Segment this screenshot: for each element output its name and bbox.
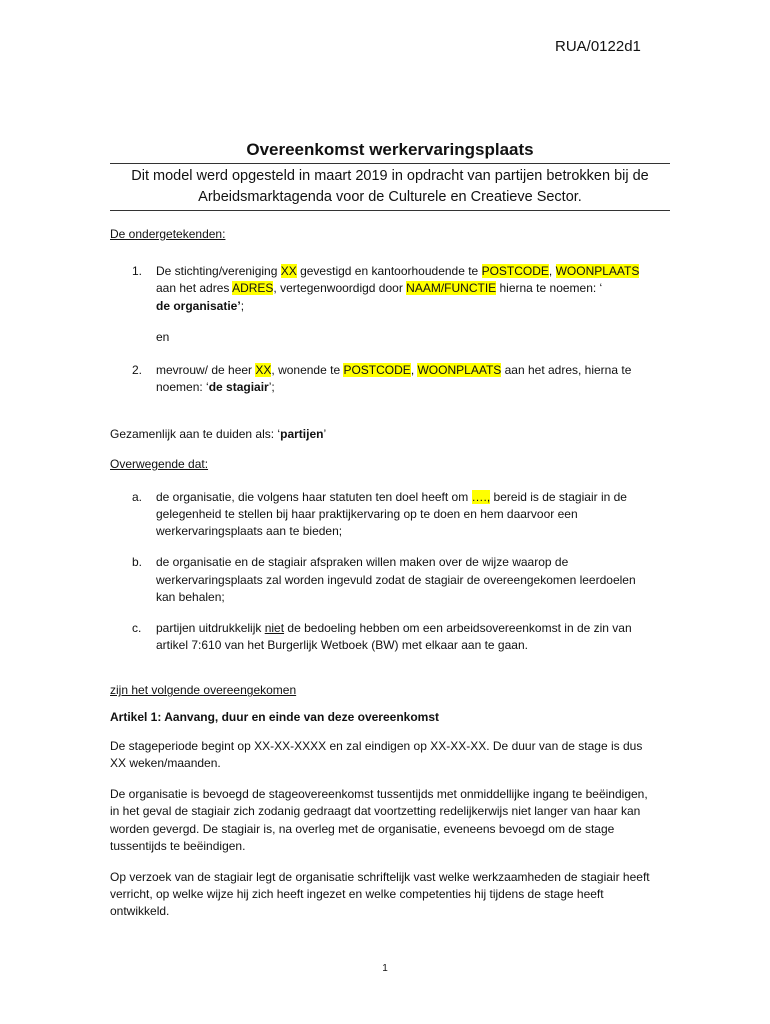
- placeholder-highlight: WOONPLAATS: [555, 264, 640, 279]
- list-number: 2.: [132, 363, 143, 378]
- text-line: in het geval de stagiair zich zodanig gedraagt dat voortzetting redelijkerwijs niet langer van haar kan: [110, 804, 641, 819]
- party-2-text: [156, 362, 700, 396]
- text-line: kan behalen;: [156, 589, 225, 604]
- text-line: Op verzoek van de stagiair legt de organisatie schriftelijk vast welke werkzaamheden de stagiair heeft: [110, 870, 650, 885]
- subtitle: [110, 164, 670, 210]
- text-line: De stageperiode begint op XX-XX-XXXX en zal eindigen op XX-XX-XX. De duur van de stage is dus: [110, 738, 643, 753]
- text-line: gelegenheid te stellen bij haar praktijkervaring op te doen en hem daarvoor een: [156, 507, 578, 522]
- subtitle-line: Dit model werd opgesteld in maart 2019 in opdracht van partijen betrokken bij de: [131, 168, 649, 184]
- text-line: ontwikkeld.: [110, 904, 170, 919]
- placeholder-highlight: POSTCODE: [343, 363, 411, 378]
- text: ’;: [268, 380, 275, 395]
- text: ;: [240, 298, 245, 313]
- consideration-c: [110, 620, 700, 654]
- placeholder-highlight: WOONPLAATS: [417, 363, 502, 378]
- text-line: werkervaringsplaats zal worden ingevuld zodat de stagiair de overeengekomen leerdoelen: [156, 572, 636, 587]
- defined-term: partijen: [280, 427, 324, 442]
- consideration-b: [110, 554, 700, 606]
- text-line: verricht, op welke wijze hij zich heeft ingezet en welke competenties hij tijdens de stage heeft: [110, 887, 604, 902]
- party-1-text: [156, 263, 700, 315]
- placeholder-highlight: POSTCODE: [481, 264, 549, 279]
- and-word: en: [156, 329, 170, 344]
- text: Gezamenlijk aan te duiden als: ‘: [110, 427, 281, 442]
- text: gevestigd en kantoorhoudende te: [296, 264, 482, 279]
- defined-term: de organisatie’: [156, 298, 241, 313]
- consideration-a-text: [156, 489, 700, 541]
- text: , wonende te: [271, 363, 344, 378]
- text: ,: [548, 264, 556, 279]
- text-line: de organisatie en de stagiair afspraken willen maken over de wijze waarop de: [156, 555, 569, 570]
- consideration-a: [110, 489, 700, 541]
- consideration-c-text: [156, 620, 700, 654]
- list-letter: a.: [132, 489, 143, 504]
- text-line: artikel 7:610 van het Burgerlijk Wetboek (BW) met elkaar aan te gaan.: [156, 638, 528, 653]
- title-block: [110, 140, 670, 211]
- defined-term: de stagiair: [208, 380, 269, 395]
- text-line: tussentijds te beëindigen.: [110, 838, 246, 853]
- underlined-word: niet: [264, 621, 285, 636]
- considering-heading: Overwegende dat:: [110, 456, 209, 471]
- document-body: [110, 226, 700, 921]
- paragraph-1: [110, 738, 700, 772]
- paragraph-2: [110, 786, 700, 855]
- undersigned-heading: De ondergetekenden:: [110, 227, 226, 241]
- text: mevrouw/ de heer: [156, 363, 256, 378]
- party-2: [110, 362, 700, 396]
- text: de bedoeling hebben om een arbeidsovereenkomst in de zin van: [284, 621, 632, 636]
- text-line: werkervaringsplaats aan te bieden;: [156, 524, 343, 539]
- article-1-heading: Artikel 1: Aanvang, duur en einde van deze overeenkomst: [110, 709, 439, 724]
- document-reference: RUA/0122d1: [555, 38, 641, 55]
- placeholder-highlight: ADRES: [232, 281, 274, 296]
- text: , vertegenwoordigd door: [273, 281, 407, 296]
- consideration-b-text: [156, 554, 700, 606]
- agreed-heading: zijn het volgende overeengekomen: [110, 683, 297, 698]
- text: ’: [323, 427, 327, 442]
- paragraph-3: [110, 869, 700, 921]
- subtitle-line: Arbeidsmarktagenda voor de Culturele en Creatieve Sector.: [198, 189, 582, 205]
- text: partijen uitdrukkelijk: [156, 621, 265, 636]
- text-line: XX weken/maanden.: [110, 756, 221, 771]
- page-number: 1: [382, 963, 388, 974]
- list-letter: c.: [132, 621, 142, 636]
- text: bereid is de stagiair in de: [490, 489, 627, 504]
- jointly-paragraph: [110, 426, 700, 443]
- title-rule-bottom: [110, 210, 670, 211]
- placeholder-highlight: ….,: [471, 489, 491, 504]
- text-line: De organisatie is bevoegd de stageovereenkomst tussentijds met onmiddellijke ingang te beëindigen,: [110, 787, 648, 802]
- text: aan het adres: [156, 281, 233, 296]
- placeholder-highlight: XX: [280, 264, 297, 279]
- placeholder-highlight: XX: [255, 363, 272, 378]
- list-letter: b.: [132, 555, 143, 570]
- placeholder-highlight: NAAM/FUNCTIE: [406, 281, 497, 296]
- list-number: 1.: [132, 264, 143, 279]
- text: de organisatie, die volgens haar statuten ten doel heeft om: [156, 489, 472, 504]
- text: De stichting/vereniging: [156, 264, 281, 279]
- text-line: worden gevergd. De stagiair is, na overleg met de organisatie, eveneens bevoegd om de stage: [110, 821, 615, 836]
- text: hierna te noemen: ‘: [496, 281, 603, 296]
- text: ,: [410, 363, 418, 378]
- text: noemen: ‘: [156, 380, 209, 395]
- page-title: Overeenkomst werkervaringsplaats: [246, 140, 534, 159]
- text: aan het adres, hierna te: [501, 363, 632, 378]
- party-1: [110, 263, 700, 315]
